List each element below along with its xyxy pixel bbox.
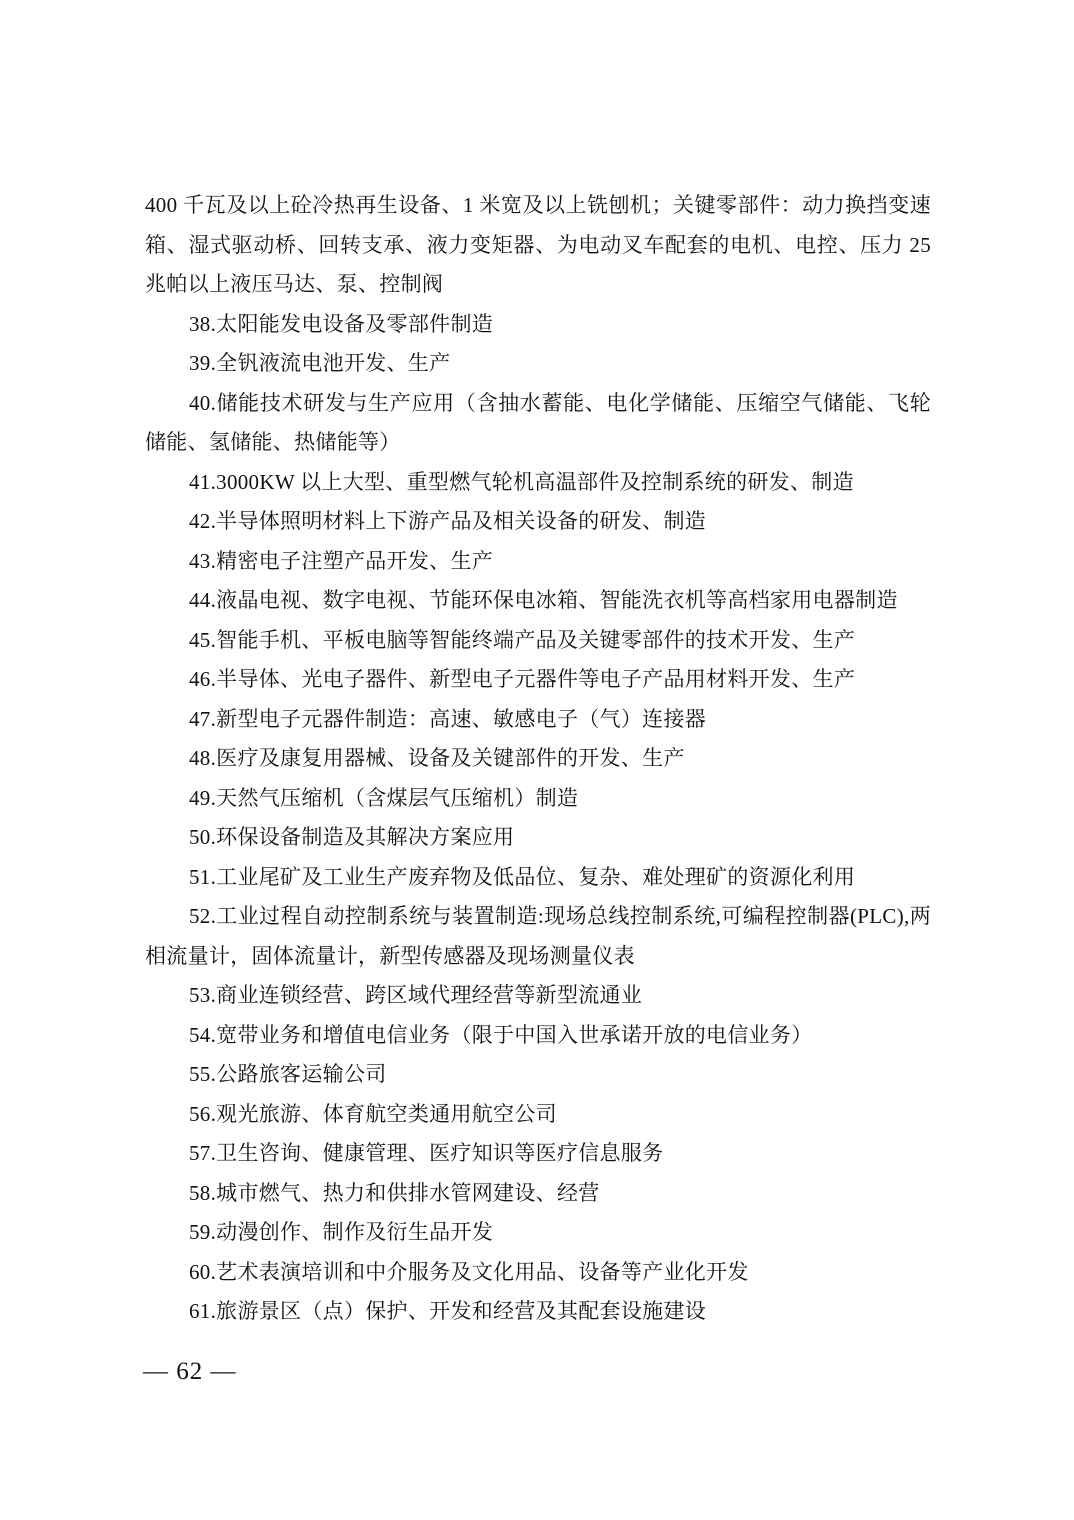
list-item-49: 49.天然气压缩机（含煤层气压缩机）制造	[189, 785, 579, 810]
list-item-46: 46.半导体、光电子器件、新型电子元器件等电子产品用材料开发、生产	[189, 667, 856, 691]
list-item-44: 44.液晶电视、数字电视、节能环保电冰箱、智能洗衣机等高档家用电器制造	[189, 588, 898, 612]
list-item-61: 61.旅游景区（点）保护、开发和经营及其配套设施建设	[189, 1299, 707, 1323]
list-item-57: 57.卫生咨询、健康管理、医疗知识等医疗信息服务	[189, 1141, 664, 1165]
list-item-38: 38.太阳能发电设备及零部件制造	[189, 311, 494, 336]
list-item-56: 56.观光旅游、体育航空类通用航空公司	[189, 1101, 557, 1126]
list-item-52: 52.工业过程自动控制系统与装置制造:现场总线控制系统,可编程控制器(PLC),两相流量计，固体流量计，新型传感器及现场测量仪表	[145, 904, 931, 968]
list-item-51: 51.工业尾矿及工业生产废弃物及低品位、复杂、难处理矿的资源化利用	[189, 864, 856, 889]
list-item-40: 40.储能技术研发与生产应用（含抽水蓄能、电化学储能、压缩空气储能、飞轮储能、氢储能、热储能等）	[145, 390, 931, 454]
page-number: — 62 —	[143, 1358, 237, 1385]
list-item-39: 39.全钒液流电池开发、生产	[189, 351, 451, 375]
list-item-58: 58.城市燃气、热力和供排水管网建设、经营	[189, 1180, 600, 1205]
list-item-54: 54.宽带业务和增值电信业务（限于中国入世承诺开放的电信业务）	[189, 1022, 813, 1047]
list-item-59: 59.动漫创作、制作及衍生品开发	[189, 1220, 494, 1244]
list-item-45: 45.智能手机、平板电脑等智能终端产品及关键零部件的技术开发、生产	[189, 627, 856, 652]
list-item-60: 60.艺术表演培训和中介服务及文化用品、设备等产业化开发	[189, 1259, 749, 1284]
list-item-48: 48.医疗及康复用器械、设备及关键部件的开发、生产	[189, 746, 685, 770]
list-item-55: 55.公路旅客运输公司	[189, 1062, 387, 1086]
list-item-50: 50.环保设备制造及其解决方案应用	[189, 825, 515, 849]
list-item-47: 47.新型电子元器件制造：高速、敏感电子（气）连接器	[189, 706, 707, 731]
list-item-53: 53.商业连锁经营、跨区域代理经营等新型流通业	[189, 983, 643, 1007]
list-item-43: 43.精密电子注塑产品开发、生产	[189, 548, 494, 573]
paragraph-continuation-item37: 400 千瓦及以上砼冷热再生设备、1 米宽及以上铣刨机；关键零部件：动力换挡变速箱、湿式驱动桥、回转支承、液力变矩器、为电动叉车配套的电机、电控、压力 25 兆帕以上液压马达、泵、控制阀	[145, 193, 931, 296]
list-item-41: 41.3000KW 以上大型、重型燃气轮机高温部件及控制系统的研发、制造	[189, 469, 854, 494]
document-body	[145, 186, 931, 1332]
list-item-42: 42.半导体照明材料上下游产品及相关设备的研发、制造	[189, 509, 707, 533]
